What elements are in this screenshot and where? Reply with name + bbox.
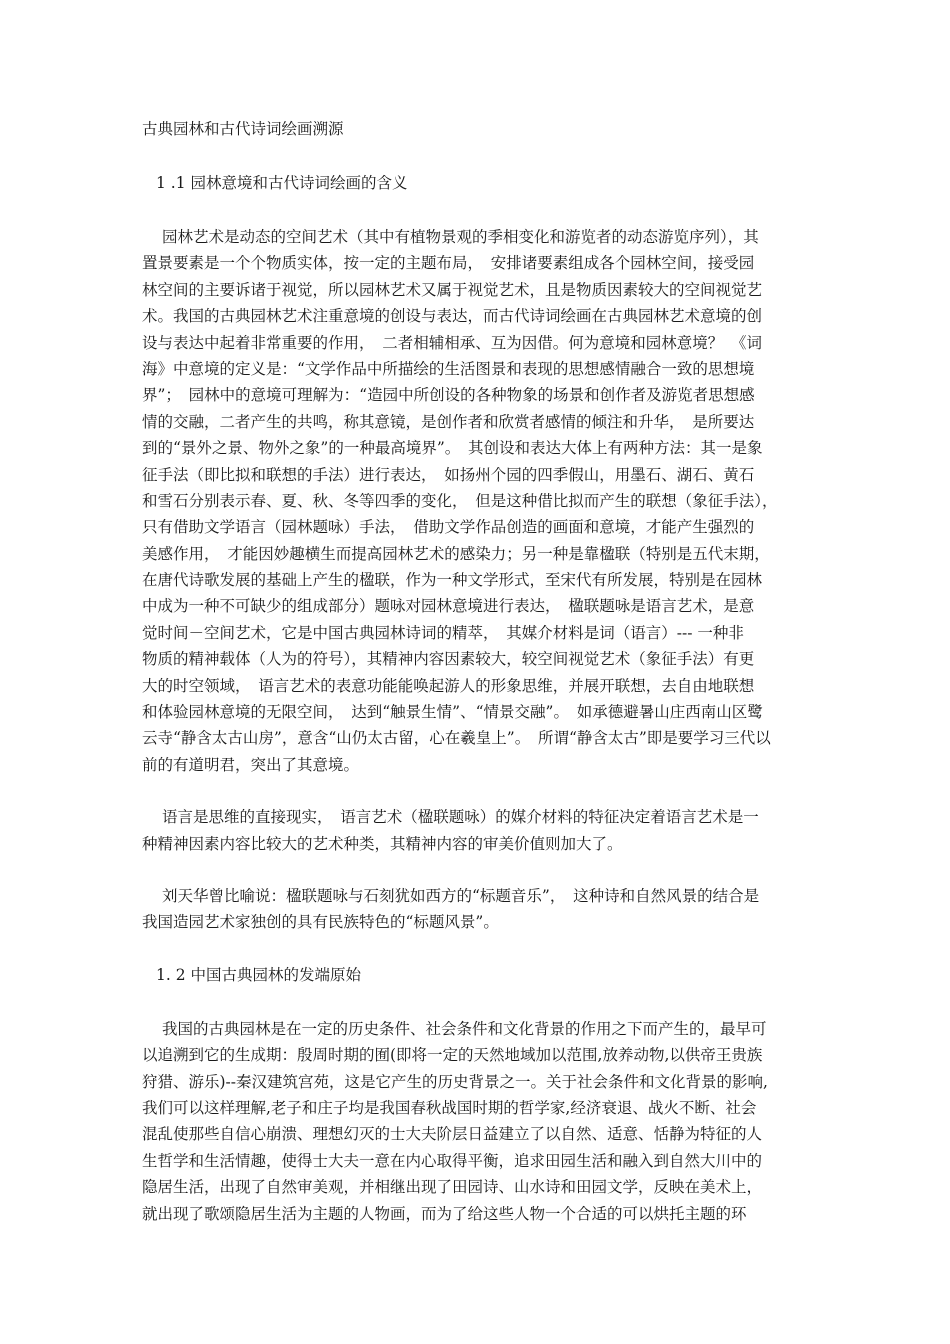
paragraph-line: 物质的精神载体（人为的符号），其精神内容因素较大，较空间视觉艺术（象征手法）有更 bbox=[142, 650, 755, 669]
paragraph-line: 美感作用， 才能因妙趣横生而提高园林艺术的感染力；另一种是靠楹联（特别是五代末期， bbox=[142, 544, 770, 563]
paragraph bbox=[142, 224, 807, 778]
paragraph-line: 我们可以这样理解,老子和庄子均是我国春秋战国时期的哲学家,经济衰退、战火不断、社会 bbox=[142, 1098, 757, 1117]
section-body bbox=[142, 224, 807, 936]
paragraph-line: 园林艺术是动态的空间艺术（其中有植物景观的季相变化和游览者的动态游览序列），其 bbox=[162, 228, 759, 246]
document-title: 古典园林和古代诗词绘画溯源 bbox=[142, 120, 344, 138]
paragraph-line: 征手法（即比拟和联想的手法）进行表达， 如扬州个园的四季假山，用墨石、湖石、黄石 bbox=[142, 465, 755, 484]
section-body bbox=[142, 1016, 807, 1227]
section-1-2 bbox=[142, 962, 807, 1227]
paragraph-line: 以追溯到它的生成期：殷周时期的囿(即将一定的天然地域加以范围,放养动物,以供帝王贵族 bbox=[142, 1046, 763, 1065]
paragraph-line: 前的有道明君，突出了其意境。 bbox=[142, 755, 360, 774]
paragraph-line: 海》中意境的定义是：“文学作品中所描绘的生活图景和表现的思想感情融合一致的思想境 bbox=[142, 359, 755, 378]
paragraph-line: 林空间的主要诉诸于视觉，所以园林艺术又属于视觉艺术，且是物质因素较大的空间视觉艺 bbox=[142, 280, 763, 299]
paragraph bbox=[142, 883, 807, 936]
paragraph-line: 生哲学和生活情趣，使得士大夫一意在内心取得平衡，追求田园生活和融入到自然大川中的 bbox=[142, 1151, 763, 1170]
paragraph-line: 我国造园艺术家独创的具有民族特色的“标题风景”。 bbox=[142, 913, 499, 932]
paragraph-line: 语言是思维的直接现实， 语言艺术（楹联题咏）的媒介材料的特征决定着语言艺术是一 bbox=[162, 808, 759, 827]
paragraph-line: 和雪石分别表示春、夏、秋、冬等四季的变化， 但是这种借比拟而产生的联想（象征手法）， bbox=[142, 491, 778, 510]
paragraph-line: 种精神因素内容比较大的艺术种类，其精神内容的审美价值则加大了。 bbox=[142, 834, 623, 853]
section-heading: 1. 2 中国古典园林的发端原始 bbox=[156, 965, 362, 984]
paragraph-line: 我国的古典园林是在一定的历史条件、社会条件和文化背景的作用之下而产生的，最早可 bbox=[162, 1019, 767, 1038]
paragraph-line: 云寺“静含太古山房”，意含“山仍太古留，心在羲皇上”。 所谓“静含太古”即是要学习三代以 bbox=[142, 729, 771, 748]
paragraph-line: 觉时间－空间艺术，它是中国古典园林诗词的精萃， 其媒介材料是词（语言）--- 一种非 bbox=[142, 623, 744, 642]
paragraph bbox=[142, 1016, 807, 1227]
paragraph-line: 就出现了歌颂隐居生活为主题的人物画，而为了给这些人物一个合适的可以烘托主题的环 bbox=[142, 1204, 747, 1223]
section-heading: 1 .1 园林意境和古代诗词绘画的含义 bbox=[156, 174, 408, 192]
paragraph-line: 中成为一种不可缺少的组成部分）题咏对园林意境进行表达， 楹联题咏是语言艺术，是意 bbox=[142, 597, 755, 616]
paragraph bbox=[142, 804, 807, 857]
paragraph-line: 置景要素是一个个物质实体，按一定的主题布局， 安排诸要素组成各个园林空间，接受园 bbox=[142, 254, 755, 273]
paragraph-line: 隐居生活，出现了自然审美观，并相继出现了田园诗、山水诗和田园文学，反映在美术上， bbox=[142, 1178, 763, 1197]
section-1-1 bbox=[142, 170, 807, 936]
paragraph-line: 大的时空领域， 语言艺术的表意功能能唤起游人的形象思维，并展开联想，去自由地联想 bbox=[142, 676, 755, 695]
paragraph-line: 混乱使那些自信心崩溃、理想幻灭的士大夫阶层日益建立了以自然、适意、恬静为特征的人 bbox=[142, 1125, 763, 1144]
paragraph-line: 到的“景外之景、物外之象”的一种最高境界”。 其创设和表达大体上有两种方法：其一是象 bbox=[142, 439, 763, 458]
paragraph-line: 设与表达中起着非常重要的作用， 二者相辅相承、互为因借。何为意境和园林意境？ 《词 bbox=[142, 333, 763, 352]
paragraph-line: 情的交融，二者产生的共鸣，称其意镜，是创作者和欣赏者感情的倾注和升华， 是所要达 bbox=[142, 412, 755, 431]
paragraph-line: 界”； 园林中的意境可理解为：“造园中所创设的各种物象的场景和创作者及游览者思想感 bbox=[142, 386, 755, 405]
paragraph-line: 和体验园林意境的无限空间， 达到“触景生情”、“情景交融”。 如承德避暑山庄西南山区鹭 bbox=[142, 703, 763, 722]
paragraph-line: 只有借助文学语言（园林题咏）手法， 借助文学作品创造的画面和意境，才能产生强烈的 bbox=[142, 518, 755, 537]
document-page bbox=[142, 116, 807, 1253]
paragraph-line: 在唐代诗歌发展的基础上产生的楹联，作为一种文学形式，至宋代有所发展，特别是在园林 bbox=[142, 571, 763, 590]
paragraph-line: 术。我国的古典园林艺术注重意境的创设与表达，而古代诗词绘画在古典园林艺术意境的创 bbox=[142, 307, 763, 326]
paragraph-line: 狩猎、游乐)--秦汉建筑宫苑，这是它产生的历史背景之一。关于社会条件和文化背景的影响, bbox=[142, 1072, 768, 1091]
paragraph-line: 刘天华曾比喻说：楹联题咏与石刻犹如西方的“标题音乐”， 这种诗和自然风景的结合是 bbox=[162, 886, 760, 905]
